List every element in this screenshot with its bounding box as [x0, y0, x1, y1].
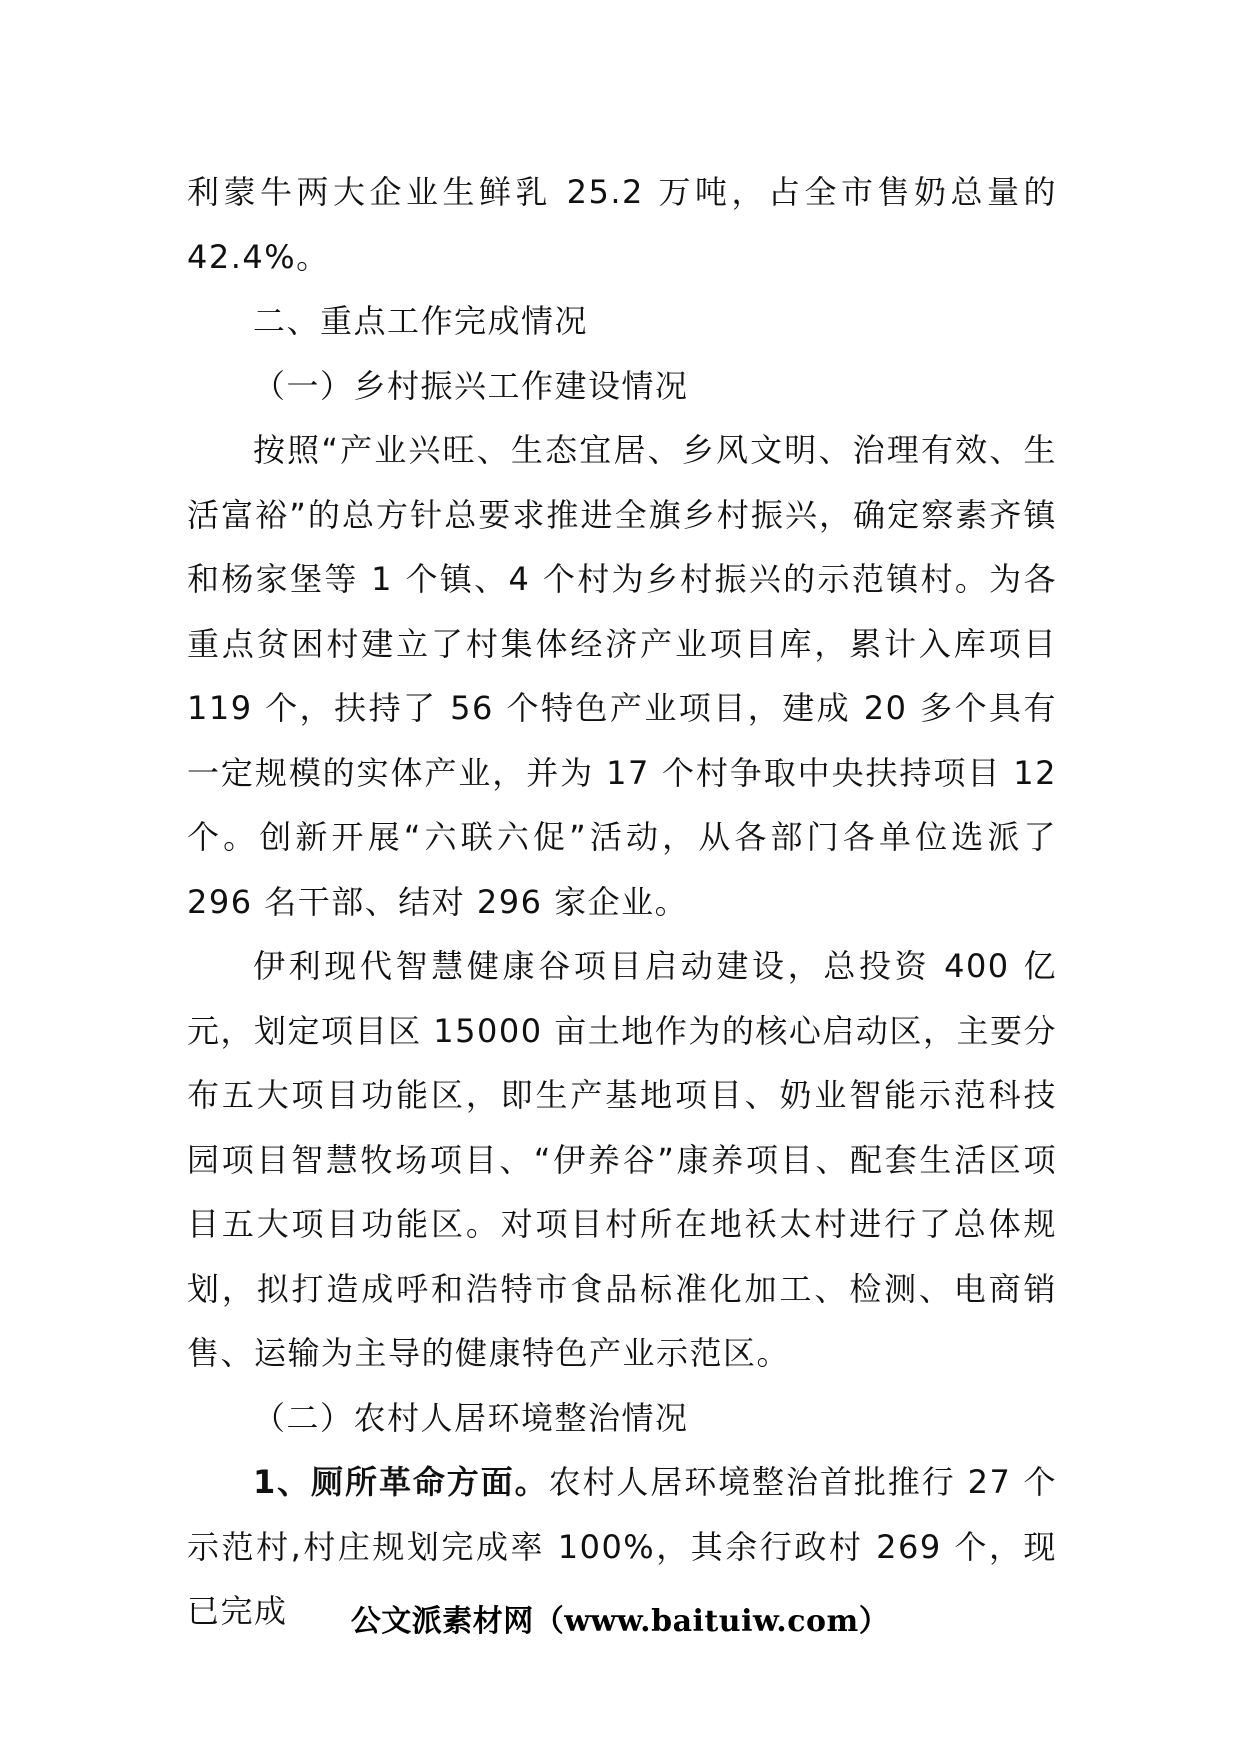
- subsection-heading: （二）农村人居环境整治情况: [253, 1398, 689, 1437]
- document-body: [187, 160, 1057, 1644]
- section-heading: 二、重点工作完成情况: [253, 302, 589, 340]
- paragraph-body: 农村人居环境整治首批推行 27 个示范村,村庄规划完成率 100%，其余行政村 269 个，现已完成: [187, 1463, 1057, 1630]
- paragraph-rural-revitalization: 按照“产业兴旺、生态宜居、乡风文明、治理有效、生活富裕”的总方针总要求推进全旗乡村振兴，确定察素齐镇和杨家堡等 1 个镇、4 个村为乡村振兴的示范镇村。为各重点贫困村建立了村集体经济产业项目库，累计入库项目 119 个，扶持了 56 个特色产业项目，建成 20 多个具有一定规模的实体产业，并为 17 个村争取中央扶持项目 12 个。创新开展“六联六促”活动，从各部门各单位选派了 296 名干部、结对 296 家企业。: [187, 431, 1057, 921]
- paragraph-continuation: 利蒙牛两大企业生鲜乳 25.2 万吨，占全市售奶总量的42.4%。: [187, 173, 1057, 276]
- footer-watermark: 公文派素材网（www.baituiw.com）: [350, 1604, 890, 1639]
- paragraph-health-valley: 伊利现代智慧健康谷项目启动建设，总投资 400 亿元，划定项目区 15000 亩土地作为的核心启动区，主要分布五大项目功能区，即生产基地项目、奶业智能示范科技园项目智慧牧场项目、“伊养谷”康养项目、配套生活区项目五大项目功能区。对项目村所在地袄太村进行了总体规划，拟打造成呼和浩特市食品标准化加工、检测、电商销售、运输为主导的健康特色产业示范区。: [187, 947, 1057, 1372]
- subsection-heading: （一）乡村振兴工作建设情况: [253, 366, 689, 405]
- paragraph-lead: 1、厕所革命方面。: [253, 1463, 549, 1501]
